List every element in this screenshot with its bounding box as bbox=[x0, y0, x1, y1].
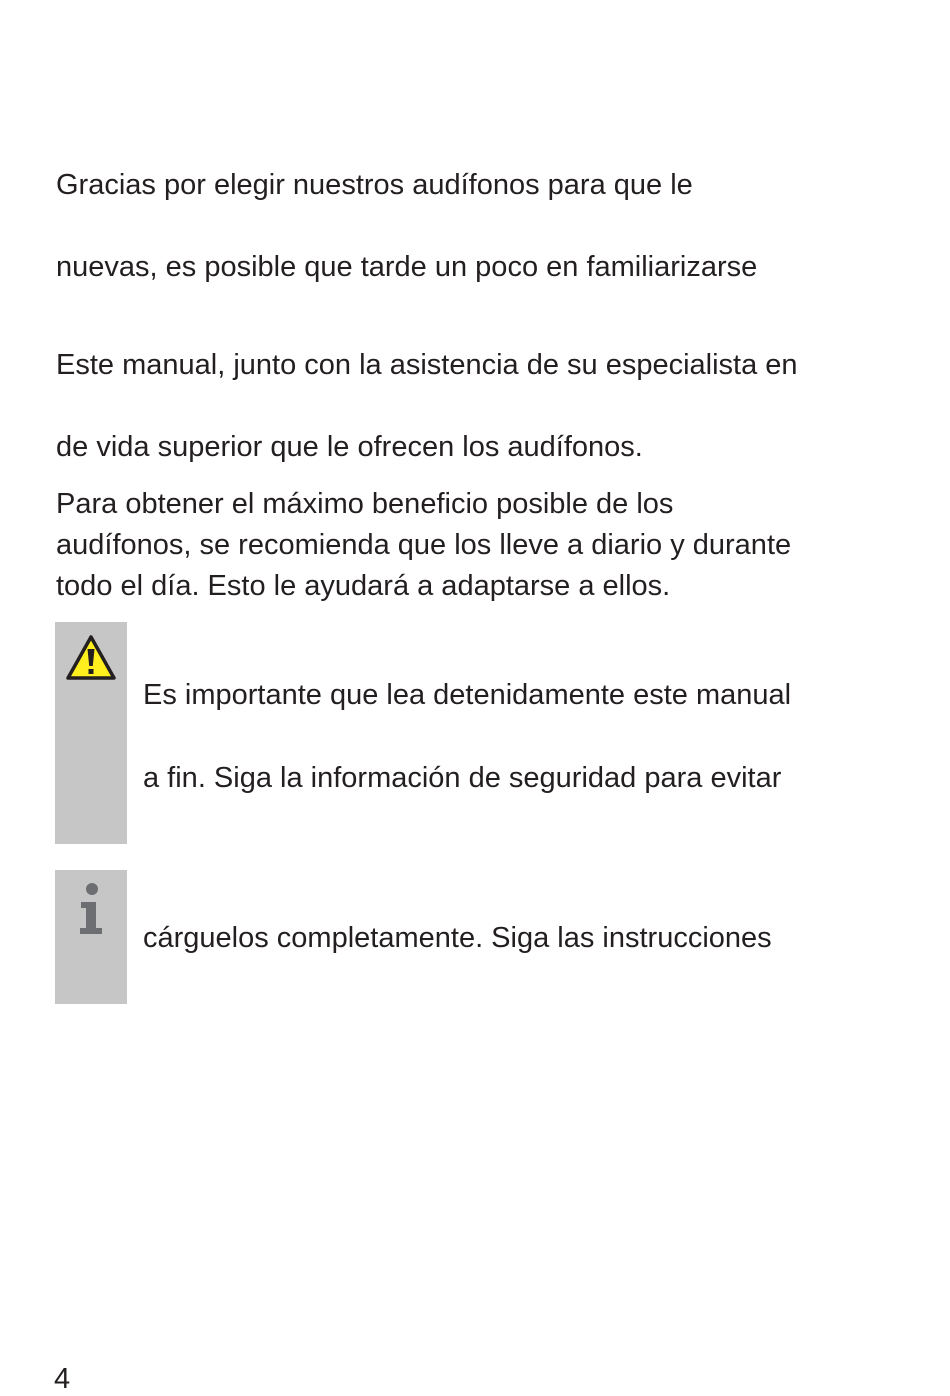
info-icon bbox=[74, 882, 108, 938]
warning-note-line-2: a fin. Siga la información de seguridad para evitar bbox=[143, 762, 782, 794]
intro-line-2: nuevas, es posible que tarde un poco en familiarizarse bbox=[56, 251, 758, 283]
intro-line-4: de vida superior que le ofrecen los audífonos. bbox=[56, 431, 643, 463]
recommendation-line-2: audífonos, se recomienda que los lleve a diario y durante bbox=[56, 529, 792, 561]
intro-line-3: Este manual, junto con la asistencia de su especialista en bbox=[56, 349, 798, 381]
warning-note-line-1: Es importante que lea detenidamente este manual bbox=[143, 679, 792, 711]
page-number: 4 bbox=[54, 1363, 71, 1395]
intro-line-1: Gracias por elegir nuestros audífonos para que le bbox=[56, 169, 693, 201]
recommendation-line-3: todo el día. Esto le ayudará a adaptarse a ellos. bbox=[56, 570, 671, 602]
recommendation-line-1: Para obtener el máximo beneficio posible de los bbox=[56, 488, 674, 520]
warning-triangle-icon bbox=[65, 634, 117, 682]
info-note-line-1: cárguelos completamente. Siga las instrucciones bbox=[143, 922, 772, 954]
